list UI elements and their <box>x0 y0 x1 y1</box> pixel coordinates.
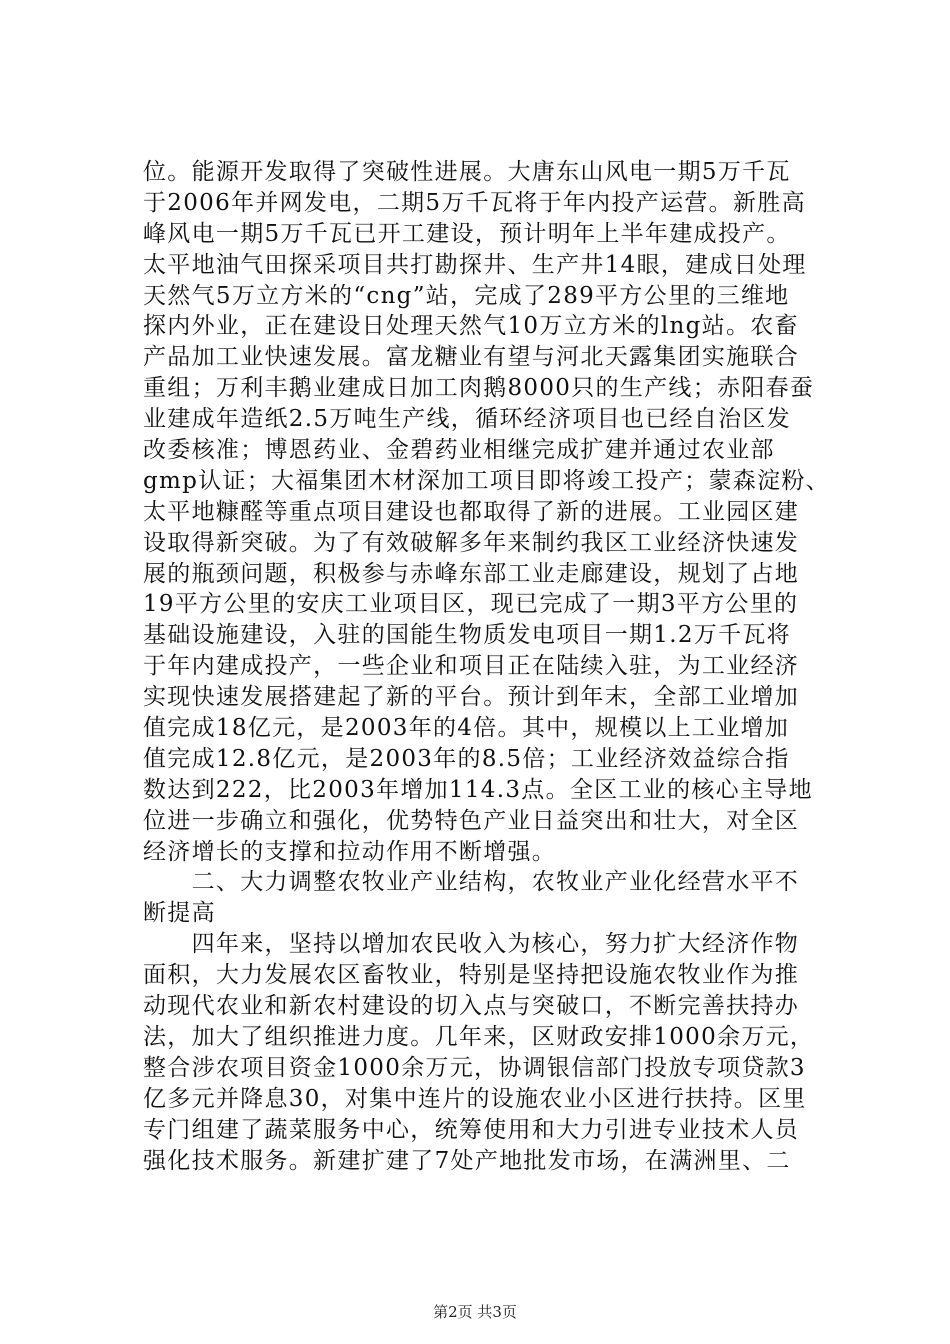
text-line: 强化技术服务。新建扩建了7处产地批发市场，在满洲里、二 <box>143 1147 791 1174</box>
body-text <box>143 157 833 1176</box>
text-line: 产品加工业快速发展。富龙糖业有望与河北天露集团实施联合 <box>143 344 800 371</box>
text-line: 法，加大了组织推进力度。几年来，区财政安排1000余万元， <box>143 1023 815 1050</box>
text-line: 展的瓶颈问题，积极参与赤峰东部工业走廊建设，规划了占地 <box>143 560 800 587</box>
text-line: 动现代农业和新农村建设的切入点与突破口，不断完善扶持办 <box>143 993 800 1020</box>
text-line: 亿多元并降息30，对集中连片的设施农业小区进行扶持。区里 <box>143 1085 807 1112</box>
section-heading: 二、大力调整农牧业产业结构，农牧业产业化经营水平不 <box>143 869 800 896</box>
text-line: 值完成12.8亿元，是2003年的8.5倍；工业经济效益综合指 <box>143 745 790 772</box>
text-line: 实现快速发展搭建起了新的平台。预计到年末，全部工业增加 <box>143 684 800 711</box>
text-line: 位。能源开发取得了突破性进展。大唐东山风电一期5万千瓦 <box>143 159 791 185</box>
text-line: 整合涉农项目资金1000余万元，协调银信部门投放专项贷款3 <box>143 1054 806 1081</box>
text-line: 改委核准；博恩药业、金碧药业相继完成扩建并通过农业部 <box>143 437 775 464</box>
text-line: 经济增长的支撑和拉动作用不断增强。 <box>143 838 557 865</box>
text-line: 重组；万利丰鹅业建成日加工肉鹅8000只的生产线；赤阳春蚕 <box>143 375 815 402</box>
text-line: 于2006年并网发电，二期5万千瓦将于年内投产运营。新胜高 <box>143 189 806 216</box>
text-line: 19平方公里的安庆工业项目区，现已完成了一期3平方公里的 <box>143 591 799 618</box>
text-line: 位进一步确立和强化，优势特色产业日益突出和壮大，对全区 <box>143 807 800 834</box>
text-line: 专门组建了蔬菜服务中心，统筹使用和大力引进专业技术人员 <box>143 1116 800 1143</box>
text-line: 数达到222，比2003年增加114.3点。全区工业的核心主导地 <box>143 776 813 803</box>
text-line: 天然气5万立方米的“cng”站，完成了289平方公里的三维地 <box>143 282 790 309</box>
section-heading: 断提高 <box>143 900 216 927</box>
text-line: 设取得新突破。为了有效破解多年来制约我区工业经济快速发 <box>143 529 800 556</box>
text-line: 峰风电一期5万千瓦已开工建设，预计明年上半年建成投产。 <box>143 220 791 247</box>
text-line: 值完成18亿元，是2003年的4倍。其中，规模以上工业增加 <box>143 715 790 742</box>
text-line: 面积，大力发展农区畜牧业，特别是坚持把设施农牧业作为推 <box>143 962 800 989</box>
text-line: 四年来，坚持以增加农民收入为核心，努力扩大经济作物 <box>143 931 800 958</box>
text-line: 基础设施建设，入驻的国能生物质发电项目一期1.2万千瓦将 <box>143 622 791 649</box>
text-line: 探内外业，正在建设日处理天然气10万立方米的lng站。农畜 <box>143 313 799 340</box>
page-number-footer: 第2页 共3页 <box>433 1303 517 1321</box>
text-line: 业建成年造纸2.5万吨生产线，循环经济项目也已经自治区发 <box>143 406 791 433</box>
text-line: 太平地油气田探采项目共打勘探井、生产井14眼，建成日处理 <box>143 251 807 278</box>
text-line: 太平地糠醛等重点项目建设也都取得了新的进展。工业园区建 <box>143 498 800 525</box>
text-line: gmp认证；大福集团木材深加工项目即将竣工投产；蒙森淀粉、 <box>143 467 830 494</box>
text-line: 于年内建成投产，一些企业和项目正在陆续入驻，为工业经济 <box>143 653 800 680</box>
